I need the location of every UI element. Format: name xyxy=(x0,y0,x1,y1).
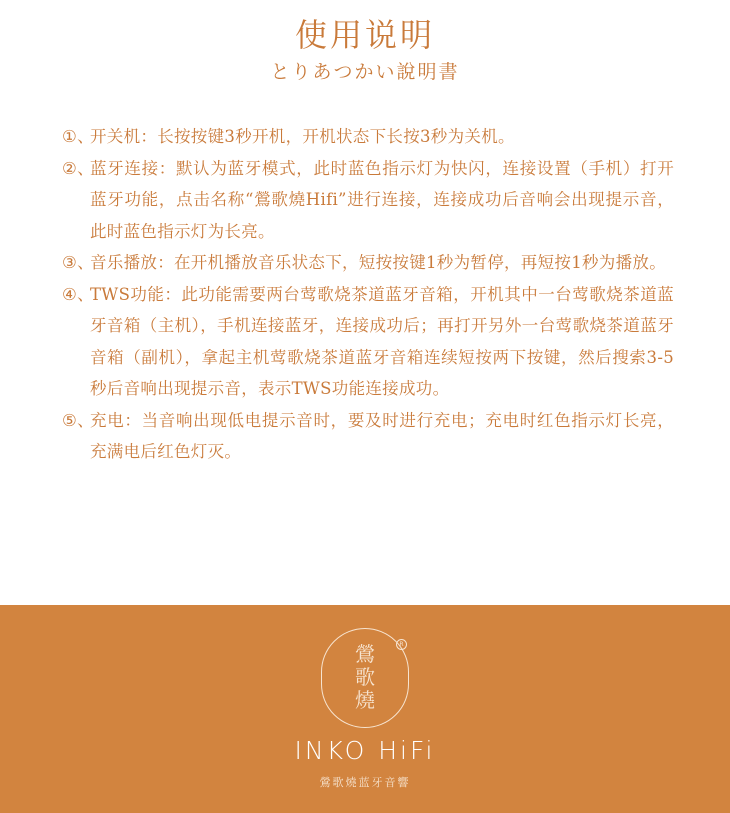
registered-mark-icon: R xyxy=(396,639,407,650)
page-title: 使用说明 xyxy=(294,16,435,54)
instruction-item-charging xyxy=(62,405,674,468)
item-marker: ④、 xyxy=(62,284,94,304)
page-subtitle: とりあつかい說明書 xyxy=(270,61,460,83)
brand-tagline: 鶯歌燒蓝牙音響 xyxy=(319,776,411,789)
logo-char: 燒 xyxy=(355,688,375,712)
instruction-item-music xyxy=(62,247,674,279)
item-marker: ①、 xyxy=(62,127,94,146)
item-marker: ②、 xyxy=(62,158,94,178)
instruction-item-tws xyxy=(62,279,674,405)
instruction-item-bluetooth xyxy=(62,153,674,248)
item-marker: ③、 xyxy=(62,253,94,272)
instruction-list xyxy=(62,121,674,468)
item-marker: ⑤、 xyxy=(62,410,94,430)
item-text: 音乐播放：在开机播放音乐状态下，短按按键1秒为暂停，再短按1秒为播放。 xyxy=(90,253,666,272)
brand-logo xyxy=(321,628,409,728)
item-text: 充电：当音响出现低电提示音时，要及时进行充电；充电时红色指示灯长亮，充满电后红色灯灭。 xyxy=(90,410,674,461)
instruction-item-power xyxy=(62,121,674,153)
logo-char: 歌 xyxy=(355,665,375,689)
logo-char: 鶯 xyxy=(355,642,375,666)
logo-characters xyxy=(322,643,408,712)
item-text: 蓝牙连接：默认为蓝牙模式，此时蓝色指示灯为快闪，连接设置（手机）打开蓝牙功能，点击名称“鶯歌燒Hifi”进行连接，连接成功后音响会出现提示音，此时蓝色指示灯为长亮。 xyxy=(90,158,674,241)
brand-name: INKO HiFi xyxy=(294,736,436,765)
item-text: TWS功能：此功能需要两台莺歌烧茶道蓝牙音箱，开机其中一台莺歌烧茶道蓝牙音箱（主机），手机连接蓝牙，连接成功后；再打开另外一台莺歌烧茶道蓝牙音箱（副机），拿起主机莺歌烧茶道蓝牙音箱连续短按两下按键，然后搜索3-5秒后音响出现提示音，表示TWS功能连接成功。 xyxy=(90,284,674,398)
item-text: 开关机：长按按键3秒开机，开机状态下长按3秒为关机。 xyxy=(90,127,515,146)
